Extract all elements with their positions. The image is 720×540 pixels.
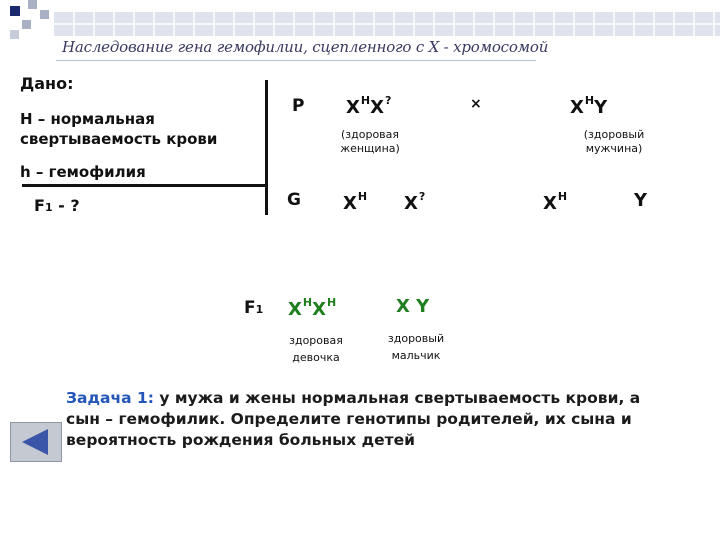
grid-bar-svg — [14, 12, 720, 36]
female-desc-line: (здоровая — [340, 128, 400, 141]
girl-desc-line: девочка — [292, 351, 340, 364]
offspring-label — [244, 298, 263, 318]
find-f-letter: F — [34, 196, 45, 215]
given-line-clotting: свертываемость крови — [20, 130, 218, 148]
allele-y: Y — [634, 190, 648, 211]
given-line-normal: H – нормальная — [20, 110, 155, 128]
allele-sup: H — [557, 190, 568, 203]
male-genotype — [570, 94, 607, 118]
gamete-2 — [404, 190, 425, 214]
girl-description — [266, 334, 366, 365]
allele-y: Y — [594, 97, 608, 118]
allele-sup: ? — [385, 94, 392, 107]
title-underline — [56, 60, 536, 61]
offspring-f-letter: F — [244, 298, 256, 318]
task-text: у мужа и жены нормальная свертываемость крови, а сын – гемофилик. Определите генотипы родителей, их сына и вероятность рождения больных детей — [66, 389, 641, 449]
allele-sup: H — [357, 190, 368, 203]
male-description — [564, 128, 664, 156]
offspring-f-sub: 1 — [255, 303, 264, 316]
parents-label: P — [292, 96, 305, 116]
boy-description — [366, 332, 466, 363]
gamete-4 — [634, 190, 647, 211]
allele-x: X — [343, 193, 357, 214]
given-divider-vertical — [265, 80, 268, 215]
given-heading: Дано: — [20, 74, 74, 93]
gamete-1 — [343, 190, 367, 214]
allele-x: X — [543, 193, 557, 214]
allele-x: X — [404, 193, 418, 214]
allele-x: X — [370, 97, 384, 118]
decorative-grid-bar — [14, 12, 720, 36]
back-button[interactable] — [10, 422, 62, 462]
allele-sup: ? — [418, 190, 426, 203]
allele-sup: H — [360, 94, 371, 107]
female-description — [320, 128, 420, 156]
boy-desc-line: мальчик — [391, 349, 441, 362]
task-label: Задача 1: — [66, 389, 154, 407]
cross-symbol: × — [470, 96, 482, 112]
allele-sup: H — [327, 296, 337, 309]
female-genotype — [346, 94, 391, 118]
given-line-hemophilia: h – гемофилия — [20, 163, 146, 181]
allele-x: X — [312, 299, 326, 320]
boy-desc-line: здоровый — [387, 332, 445, 345]
female-desc-line: женщина) — [340, 142, 400, 155]
male-desc-line: мужчина) — [585, 142, 643, 155]
deco-square-gray — [28, 0, 37, 9]
find-f-sub: 1 — [44, 201, 53, 214]
allele-sup: H — [302, 296, 313, 309]
gametes-label: G — [287, 190, 301, 210]
allele-x: X — [346, 97, 360, 118]
allele-x: X — [288, 299, 302, 320]
girl-desc-line: здоровая — [289, 334, 343, 347]
gamete-3 — [543, 190, 567, 214]
male-desc-line: (здоровый — [583, 128, 645, 141]
allele-sup: H — [584, 94, 595, 107]
allele-x: X — [570, 97, 584, 118]
given-divider-horizontal — [22, 184, 265, 187]
boy-genotype: X Y — [396, 296, 430, 317]
find-f1 — [34, 196, 80, 218]
find-question: - ? — [52, 196, 80, 215]
girl-genotype — [288, 296, 336, 320]
task-statement — [66, 388, 656, 451]
page-title: Наследование гена гемофилии, сцепленного с X - хромосомой — [62, 38, 549, 56]
back-arrow-icon — [22, 429, 48, 455]
